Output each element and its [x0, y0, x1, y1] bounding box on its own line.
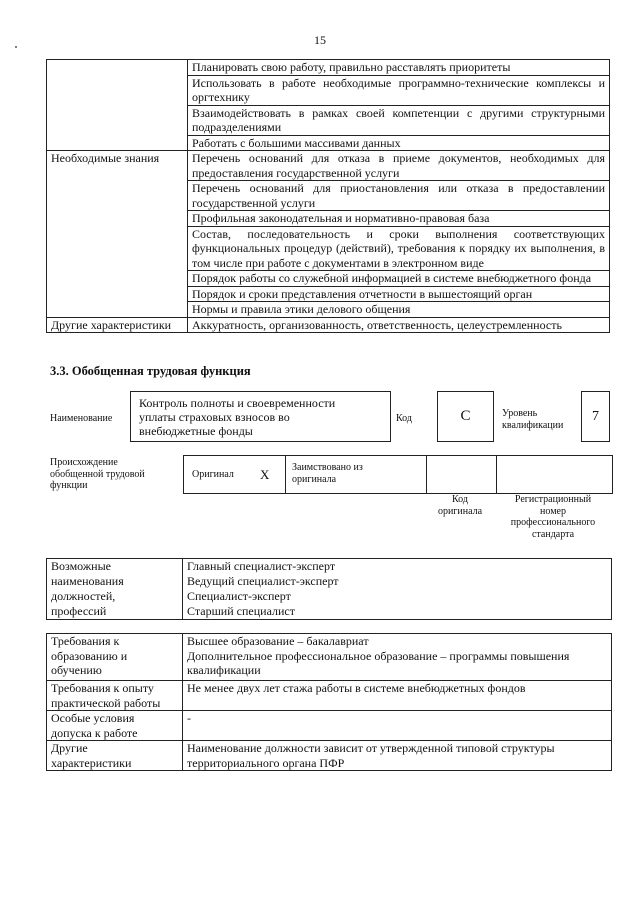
skill-item: Работать с большими массивами данных [188, 135, 610, 151]
code-value: C [460, 408, 471, 424]
other-value: Наименование должности зависит от утвержденной типовой структуры территориального органа ПФР [183, 741, 612, 771]
origin-label-line: функции [50, 480, 88, 491]
original-mark: X [260, 467, 270, 482]
qualification-level-value: 7 [592, 409, 599, 424]
code-original-line: оригинала [437, 505, 483, 517]
positions-label-line: должностей, [51, 589, 116, 603]
reg-number-line: Регистрационный [514, 494, 592, 505]
page-number: 15 [314, 33, 326, 47]
section-heading: 3.3. Обобщенная трудовая функция [50, 364, 251, 378]
reg-number-line: стандарта [531, 528, 575, 540]
knowledge-item: Порядок работы со служебной информацией в системе внебюджетного фонда [188, 271, 610, 287]
positions-label-line: Возможные [51, 559, 111, 573]
knowledge-label: Необходимые знания [47, 151, 188, 318]
position-item: Главный специалист-эксперт [187, 559, 336, 573]
reg-number-line: номер [540, 505, 566, 517]
name-value-box [130, 391, 391, 442]
qualification-level-box [581, 391, 610, 442]
reg-number-line: профессионального [510, 517, 596, 528]
positions-table [46, 558, 612, 620]
borrowed-label [292, 462, 363, 485]
positions-label [47, 559, 183, 620]
skills-knowledge-table [46, 59, 610, 333]
qualification-level-label-line: квалификации [502, 419, 564, 431]
origin-label-line: Происхождение [50, 457, 118, 468]
requirement-value: Дополнительное профессиональное образование – программы повышения квалификации [187, 648, 570, 677]
code-value-box [437, 391, 494, 442]
positions-label-line: наименования [51, 574, 124, 588]
skill-item: Планировать свою работу, правильно расставлять приоритеты [188, 60, 610, 76]
skill-item: Взаимодействовать в рамках своей компетенции с другими структурными подразделениями [188, 105, 610, 135]
name-value-line: внебюджетные фонды [139, 424, 253, 438]
other-label: Другие характеристики [47, 741, 183, 771]
education-label: Требования к образованию и обучению [47, 634, 183, 681]
positions-label-line: профессий [51, 604, 107, 618]
borrowed-label-line: Заимствовано из [292, 462, 363, 473]
position-item: Старший специалист [187, 604, 295, 618]
original-label: Оригинал [192, 469, 234, 480]
knowledge-item: Перечень оснований для приостановления или отказа в предоставлении государственной услуги [188, 181, 610, 211]
knowledge-item: Профильная законодательная и нормативно-правовая база [188, 211, 610, 227]
other-characteristics-label: Другие характеристики [47, 317, 188, 333]
code-original-label [425, 494, 495, 517]
education-values [183, 634, 612, 681]
experience-label: Требования к опыту практической работы [47, 681, 183, 711]
qualification-level-label [502, 408, 563, 431]
name-label: Наименование [50, 413, 113, 424]
name-value-line: Контроль полноты и своевременности [139, 396, 336, 410]
experience-value: Не менее двух лет стажа работы в системе внебюджетных фондов [183, 681, 612, 711]
other-characteristics-value: Аккуратность, организованность, ответственность, целеустремленность [188, 317, 610, 333]
origin-label [50, 457, 145, 492]
table-row-label-empty [47, 60, 188, 151]
requirements-table [46, 633, 612, 771]
origin-label-line: обобщенной трудовой [50, 468, 145, 480]
positions-values [183, 559, 612, 620]
qualification-level-label-line: Уровень [502, 408, 538, 419]
position-item: Ведущий специалист-эксперт [187, 574, 339, 588]
borrowed-label-line: оригинала [292, 473, 337, 485]
special-conditions-value: - [183, 711, 612, 741]
name-value-line: уплаты страховых взносов во [139, 410, 290, 424]
code-original-line: Код [452, 494, 468, 505]
knowledge-item: Порядок и сроки представления отчетности в вышестоящий орган [188, 286, 610, 302]
requirement-value: Высшее образование – бакалавриат [187, 634, 369, 648]
position-item: Специалист-эксперт [187, 589, 291, 603]
knowledge-item: Перечень оснований для отказа в приеме документов, необходимых для предоставления государственной услуги [188, 151, 610, 181]
special-conditions-label: Особые условия допуска к работе [47, 711, 183, 741]
knowledge-item: Состав, последовательность и сроки выполнения соответствующих функциональных процедур (действий), требования к порядку их выполнения, в том числе при работе с документами в электронном виде [188, 226, 610, 271]
reg-number-label [495, 494, 611, 540]
origin-grid [183, 455, 613, 494]
knowledge-item: Нормы и правила этики делового общения [188, 302, 610, 318]
code-label: Код [396, 413, 412, 424]
skill-item: Использовать в работе необходимые программно-технические комплексы и оргтехнику [188, 75, 610, 105]
